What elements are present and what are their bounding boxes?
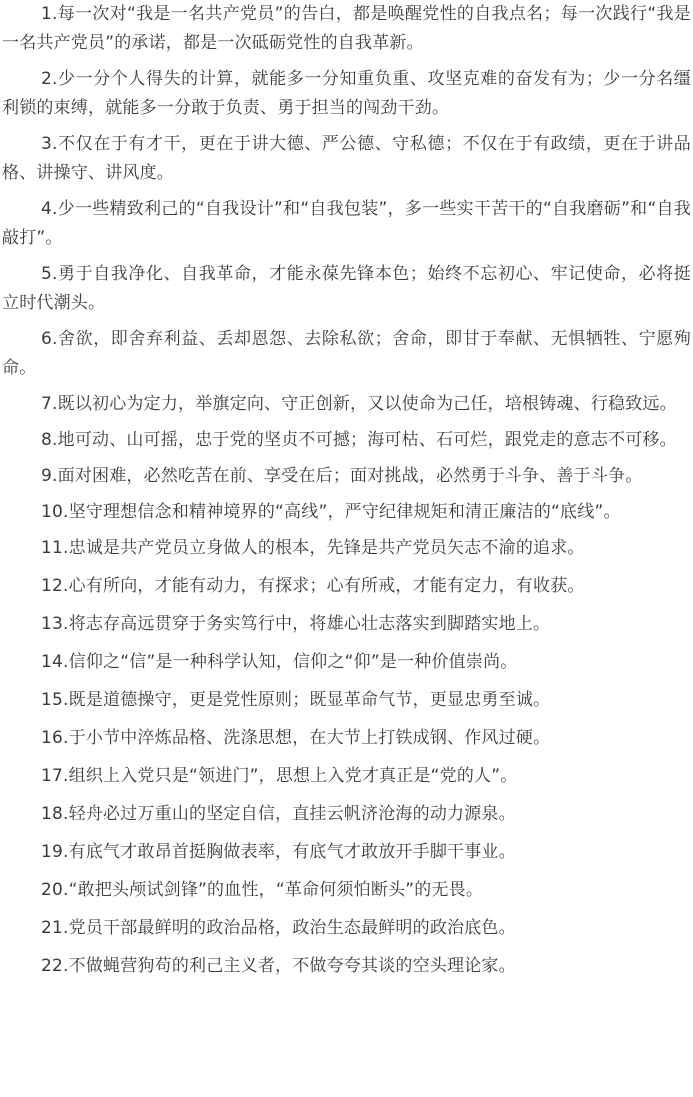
list-item: 10.坚守理想信念和精神境界的“高线”，严守纪律规矩和清正廉洁的“底线”。 (41, 502, 621, 522)
list-item: 2.少一分个人得失的计算，就能多一分知重负重、攻坚克难的奋发有为；少一分名缰利锁的束缚，就能多一分敢于负责、勇于担当的闯劲干劲。 (2, 69, 691, 118)
list-item: 1.每一次对“我是一名共产党员”的告白，都是唤醒党性的自我点名；每一次践行“我是一名共产党员”的承诺，都是一次砥砺党性的自我革新。 (2, 4, 691, 53)
list-item: 21.党员干部最鲜明的政治品格，政治生态最鲜明的政治底色。 (41, 918, 516, 938)
list-item: 9.面对困难，必然吃苦在前、享受在后；面对挑战，必然勇于斗争、善于斗争。 (41, 466, 643, 486)
list-item: 7.既以初心为定力，举旗定向、守正创新，又以使命为己任，培根铸魂、行稳致远。 (41, 394, 677, 414)
list-item: 3.不仅在于有才干，更在于讲大德、严公德、守私德；不仅在于有政绩，更在于讲品格、讲操守、讲风度。 (2, 134, 691, 183)
list-item: 8.地可动、山可摇，忠于党的坚贞不可撼；海可枯、石可烂，跟党走的意志不可移。 (41, 430, 677, 450)
list-item: 11.忠诚是共产党员立身做人的根本，先锋是共产党员矢志不渝的追求。 (41, 538, 585, 558)
list-item: 17.组织上入党只是“领进门”，思想上入党才真正是“党的人”。 (41, 766, 518, 786)
list-item: 19.有底气才敢昂首挺胸做表率，有底气才敢放开手脚干事业。 (41, 842, 516, 862)
list-item: 4.少一些精致利己的“自我设计”和“自我包装”，多一些实干苦干的“自我磨砺”和“自我敲打”。 (2, 199, 691, 248)
list-item: 15.既是道德操守，更是党性原则；既显革命气节，更显忠勇至诚。 (41, 690, 551, 710)
list-item: 6.舍欲，即舍弃利益、丢却恩怨、去除私欲；舍命，即甘于奉献、无惧牺牲、宁愿殉命。 (2, 329, 691, 378)
list-item: 14.信仰之“信”是一种科学认知，信仰之“仰”是一种价值崇尚。 (41, 652, 518, 672)
list-item: 22.不做蝇营狗苟的利己主义者，不做夸夸其谈的空头理论家。 (41, 956, 516, 976)
list-item: 18.轻舟必过万重山的坚定自信，直挂云帆济沧海的动力源泉。 (41, 804, 516, 824)
list-item: 5.勇于自我净化、自我革命，才能永葆先锋本色；始终不忘初心、牢记使命，必将挺立时代潮头。 (2, 264, 691, 313)
list-item: 16.于小节中淬炼品格、洗涤思想，在大节上打铁成钢、作风过硬。 (41, 728, 551, 748)
list-item: 20.“敢把头颅试剑锋”的血性，“革命何须怕断头”的无畏。 (41, 880, 484, 900)
list-item: 12.心有所向，才能有动力，有探求；心有所戒，才能有定力，有收获。 (41, 576, 585, 596)
list-item: 13.将志存高远贯穿于务实笃行中，将雄心壮志落实到脚踏实地上。 (41, 614, 551, 634)
